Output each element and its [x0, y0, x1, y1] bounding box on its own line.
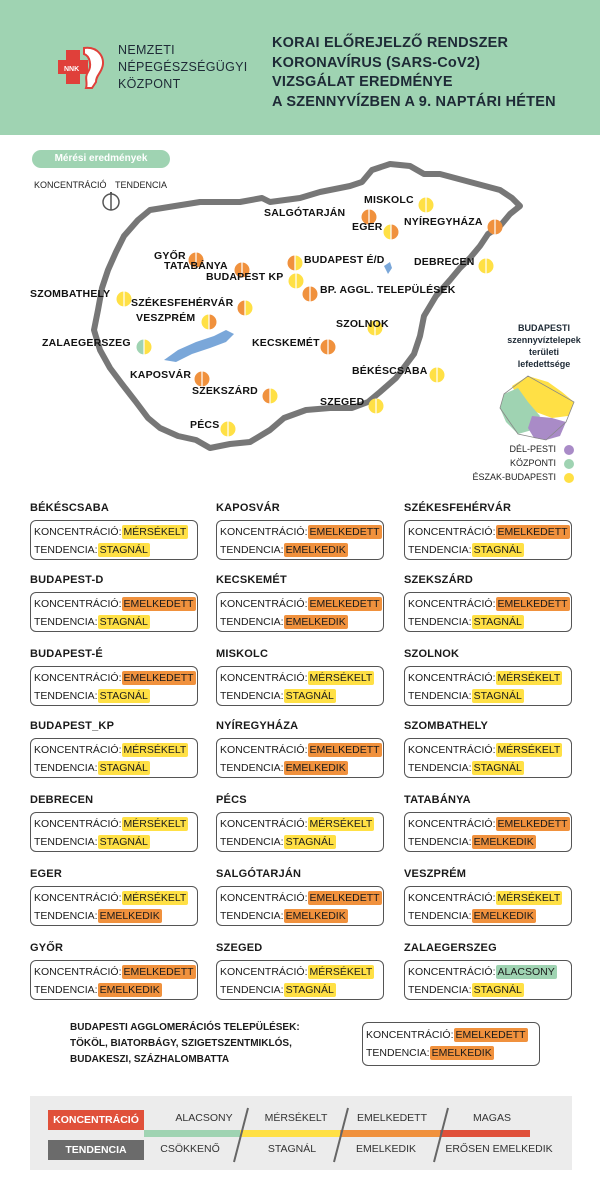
concentration-value: MÉRSÉKELT	[123, 526, 187, 538]
concentration-label: KONCENTRÁCIÓ:	[34, 892, 122, 904]
trend-value: STAGNÁL	[99, 762, 148, 774]
trend-csokkeno: CSÖKKENŐ	[160, 1143, 220, 1155]
org-line: NEMZETI	[118, 43, 175, 57]
card-result-box	[216, 592, 384, 632]
city-label: BÉKÉSCSABA	[352, 365, 428, 377]
section-label: Mérési eredmények	[32, 150, 170, 168]
inset-dot-central	[564, 459, 574, 469]
title-line: A SZENNYVÍZBEN A 9. NAPTÁRI HÉTEN	[272, 93, 556, 110]
org-line: NÉPEGÉSZSÉGÜGYI	[118, 60, 248, 74]
card-city-name: DEBRECEN	[30, 794, 94, 806]
city-label: KAPOSVÁR	[130, 369, 192, 381]
concentration-value: MÉRSÉKELT	[497, 672, 561, 684]
concentration-label: KONCENTRÁCIÓ:	[34, 818, 122, 830]
city-label: SZOMBATHELY	[30, 288, 111, 300]
page-title	[272, 34, 556, 112]
city-marker	[321, 340, 336, 355]
city-marker	[288, 256, 303, 271]
card-city-name: BUDAPEST_KP	[30, 720, 115, 732]
card-result-box	[30, 592, 198, 632]
concentration-value: MÉRSÉKELT	[497, 892, 561, 904]
concentration-value: EMELKEDETT	[497, 526, 568, 538]
card-city-name: BÉKÉSCSABA	[30, 502, 110, 514]
city-card	[404, 574, 574, 632]
organization-name	[118, 42, 248, 93]
inset-dot-south	[564, 445, 574, 455]
trend-value: STAGNÁL	[99, 836, 148, 848]
concentration-value: EMELKEDETT	[309, 892, 380, 904]
trend-label: TENDENCIA:	[220, 616, 284, 628]
city-label: MISKOLC	[364, 194, 414, 206]
card-city-name: MISKOLC	[216, 648, 269, 660]
trend-stagnal: STAGNÁL	[267, 1143, 317, 1155]
card-result-box	[216, 886, 384, 926]
card-result-box	[30, 812, 198, 852]
card-result-box	[30, 738, 198, 778]
card-result-box	[404, 960, 572, 1000]
card-result-box	[404, 738, 572, 778]
city-card	[216, 942, 386, 1000]
city-label: NYÍREGYHÁZA	[404, 216, 483, 228]
legend-trend-label: TENDENCIA	[115, 180, 168, 190]
city-label: BUDAPEST É/D	[304, 254, 385, 266]
trend-value: STAGNÁL	[99, 544, 148, 556]
title-line: KORONAVÍRUS (SARS-CoV2)	[272, 54, 481, 71]
card-result-box	[216, 666, 384, 706]
scale-concentration-label: KONCENTRÁCIÓ	[48, 1110, 144, 1130]
concentration-label: KONCENTRÁCIÓ:	[408, 818, 496, 830]
trend-value: STAGNÁL	[473, 984, 522, 996]
concentration-label: KONCENTRÁCIÓ:	[220, 744, 308, 756]
concentration-value: MÉRSÉKELT	[123, 744, 187, 756]
trend-label: TENDENCIA:	[220, 544, 284, 556]
concentration-value: EMELKEDETT	[309, 598, 380, 610]
city-card	[30, 648, 200, 706]
concentration-value: EMELKEDETT	[497, 598, 568, 610]
inset-title-line: lefedettsége	[517, 359, 571, 369]
concentration-value: EMELKEDETT	[309, 744, 380, 756]
inset-title-line: szennyvíztelepek	[507, 335, 581, 345]
trend-label: TENDENCIA:	[34, 762, 98, 774]
concentration-value: EMELKEDETT	[497, 818, 568, 830]
trend-label: TENDENCIA:	[220, 690, 284, 702]
inset-dot-north	[564, 473, 574, 483]
card-city-name: NYÍREGYHÁZA	[216, 720, 299, 732]
trend-label: TENDENCIA:	[34, 836, 98, 848]
trend-label: TENDENCIA:	[408, 690, 472, 702]
header	[0, 0, 600, 135]
concentration-value: MÉRSÉKELT	[123, 818, 187, 830]
card-result-box	[30, 886, 198, 926]
trend-label: TENDENCIA:	[408, 910, 472, 922]
city-marker	[117, 292, 132, 307]
concentration-label: KONCENTRÁCIÓ:	[34, 744, 122, 756]
city-card	[216, 502, 386, 560]
trend-value: STAGNÁL	[285, 836, 334, 848]
trend-value: STAGNÁL	[473, 544, 522, 556]
trend-value: EMELKEDIK	[285, 910, 346, 922]
concentration-label: KONCENTRÁCIÓ:	[220, 818, 308, 830]
card-result-box	[30, 520, 198, 560]
concentration-label: KONCENTRÁCIÓ:	[408, 526, 496, 538]
concentration-label: KONCENTRÁCIÓ:	[408, 892, 496, 904]
trend-label: TENDENCIA:	[366, 1047, 430, 1059]
trend-value: STAGNÁL	[99, 690, 148, 702]
card-result-box	[216, 812, 384, 852]
concentration-label: KONCENTRÁCIÓ:	[220, 598, 308, 610]
concentration-value: EMELKEDETT	[123, 672, 194, 684]
aggl-line: TÖKÖL, BIATORBÁGY, SZIGETSZENTMIKLÓS,	[70, 1038, 292, 1049]
city-label: ZALAEGERSZEG	[42, 337, 131, 349]
aggl-line: BUDAKESZI, SZÁZHALOMBATTA	[70, 1054, 230, 1065]
trend-value: STAGNÁL	[99, 616, 148, 628]
card-city-name: ZALAEGERSZEG	[404, 942, 497, 954]
concentration-label: KONCENTRÁCIÓ:	[220, 526, 308, 538]
level-alacsony: ALACSONY	[175, 1112, 233, 1124]
legend-scale	[30, 1096, 572, 1170]
card-city-name: SZOMBATHELY	[404, 720, 489, 732]
trend-label: TENDENCIA:	[34, 616, 98, 628]
city-card	[30, 502, 200, 560]
card-result-box	[216, 738, 384, 778]
concentration-label: KONCENTRÁCIÓ:	[408, 672, 496, 684]
trend-value: STAGNÁL	[473, 762, 522, 774]
org-line: KÖZPONT	[118, 77, 181, 91]
city-marker	[303, 287, 318, 302]
trend-value: EMELKEDIK	[99, 910, 160, 922]
nnk-logo-icon	[58, 44, 110, 90]
city-card	[30, 720, 200, 778]
agglomeration-title	[70, 1020, 300, 1068]
card-result-box	[216, 520, 384, 560]
trend-label: TENDENCIA:	[34, 544, 98, 556]
city-label: TATABÁNYA	[164, 260, 228, 272]
concentration-label: KONCENTRÁCIÓ:	[366, 1029, 454, 1041]
card-result-box	[30, 666, 198, 706]
trend-label: TENDENCIA:	[408, 984, 472, 996]
city-card	[404, 720, 574, 778]
trend-label: TENDENCIA:	[408, 544, 472, 556]
scale-dividers	[30, 1096, 572, 1170]
city-card	[30, 942, 200, 1000]
city-label: SZOLNOK	[336, 318, 389, 330]
card-city-name: GYŐR	[30, 942, 64, 954]
trend-value: STAGNÁL	[473, 616, 522, 628]
card-city-name: KECSKEMÉT	[216, 574, 287, 586]
trend-label: TENDENCIA:	[408, 762, 472, 774]
budapest-inset-title	[496, 322, 592, 370]
card-city-name: SZEKSZÁRD	[404, 574, 474, 586]
city-label: EGER	[352, 221, 383, 233]
city-marker	[238, 301, 253, 316]
city-label: BUDAPEST KP	[206, 271, 284, 283]
concentration-value: EMELKEDETT	[309, 526, 380, 538]
city-label: KECSKEMÉT	[252, 337, 320, 349]
card-city-name: SZÉKESFEHÉRVÁR	[404, 502, 512, 514]
trend-value: EMELKEDIK	[473, 910, 534, 922]
agglomeration-result-box	[362, 1022, 540, 1066]
trend-label: TENDENCIA:	[408, 616, 472, 628]
card-city-name: SALGÓTARJÁN	[216, 868, 302, 880]
card-city-name: BUDAPEST-É	[30, 648, 103, 660]
level-emelkedett: EMELKEDETT	[356, 1112, 427, 1124]
concentration-value: EMELKEDETT	[123, 966, 194, 978]
concentration-value: MÉRSÉKELT	[123, 892, 187, 904]
card-city-name: KAPOSVÁR	[216, 502, 280, 514]
city-label: SALGÓTARJÁN	[264, 207, 346, 219]
bp-south-region	[528, 416, 566, 440]
legend-concentration-label: KONCENTRÁCIÓ	[34, 180, 107, 190]
trend-emelkedik: EMELKEDIK	[355, 1143, 417, 1155]
title-line: KORAI ELŐREJELZŐ RENDSZER	[272, 35, 509, 51]
city-card	[30, 794, 200, 852]
concentration-value: MÉRSÉKELT	[309, 818, 373, 830]
budapest-inset-map	[500, 376, 574, 440]
concentration-label: KONCENTRÁCIÓ:	[220, 892, 308, 904]
city-label: SZEGED	[320, 396, 365, 408]
city-label: DEBRECEN	[414, 256, 475, 268]
card-result-box	[404, 812, 572, 852]
city-card	[30, 868, 200, 926]
trend-label: TENDENCIA:	[408, 836, 472, 848]
city-label: PÉCS	[190, 419, 220, 431]
city-marker	[289, 274, 304, 289]
inset-title-line: BUDAPESTI	[517, 323, 570, 333]
trend-value: EMELKEDIK	[285, 762, 346, 774]
card-city-name: SZEGED	[216, 942, 263, 954]
trend-erosen-emelkedik: ERŐSEN EMELKEDIK	[445, 1143, 553, 1155]
city-label: GYŐR	[154, 250, 186, 262]
concentration-value: MÉRSÉKELT	[309, 672, 373, 684]
card-city-name: BUDAPEST-D	[30, 574, 104, 586]
city-marker	[384, 225, 399, 240]
level-magas: MAGAS	[473, 1112, 511, 1124]
trend-label: TENDENCIA:	[220, 910, 284, 922]
concentration-label: KONCENTRÁCIÓ:	[220, 672, 308, 684]
city-label: VESZPRÉM	[136, 312, 196, 324]
trend-value: STAGNÁL	[285, 984, 334, 996]
city-card	[30, 574, 200, 632]
trend-label: TENDENCIA:	[34, 910, 98, 922]
card-city-name: PÉCS	[216, 794, 247, 806]
concentration-label: KONCENTRÁCIÓ:	[34, 672, 122, 684]
card-result-box	[404, 666, 572, 706]
inset-legend-north: ÉSZAK-BUDAPESTI	[472, 472, 556, 482]
city-marker	[419, 198, 434, 213]
marker-trend-half	[486, 259, 494, 274]
card-city-name: EGER	[30, 868, 62, 880]
city-marker	[202, 315, 217, 330]
title-line: VIZSGÁLAT EREDMÉNYE	[272, 74, 453, 90]
marker-concentration-half	[430, 368, 437, 383]
trend-value: EMELKEDIK	[99, 984, 160, 996]
city-card	[404, 942, 574, 1000]
city-label: SZÉKESFEHÉRVÁR	[131, 297, 234, 309]
card-result-box	[216, 960, 384, 1000]
city-marker	[369, 399, 384, 414]
card-city-name: VESZPRÉM	[404, 868, 467, 880]
card-city-name: TATABÁNYA	[404, 794, 471, 806]
inset-legend-central: KÖZPONTI	[509, 458, 556, 468]
trend-label: TENDENCIA:	[220, 762, 284, 774]
city-card	[216, 648, 386, 706]
concentration-label: KONCENTRÁCIÓ:	[408, 598, 496, 610]
logo-text: NNK	[64, 66, 80, 73]
concentration-label: KONCENTRÁCIÓ:	[34, 526, 122, 538]
card-result-box	[30, 960, 198, 1000]
trend-label: TENDENCIA:	[34, 690, 98, 702]
concentration-label: KONCENTRÁCIÓ:	[408, 966, 496, 978]
trend-label: TENDENCIA:	[34, 984, 98, 996]
city-card	[404, 502, 574, 560]
inset-legend-south: DÉL-PESTI	[509, 444, 556, 454]
city-card	[216, 868, 386, 926]
city-marker	[137, 340, 152, 355]
hungary-map	[0, 140, 600, 480]
city-card	[216, 720, 386, 778]
city-marker	[479, 259, 494, 274]
marker-trend-half	[376, 399, 384, 414]
concentration-value: ALACSONY	[497, 966, 555, 978]
card-city-name: SZOLNOK	[404, 648, 460, 660]
marker-trend-half	[437, 368, 445, 383]
scale-trend-label: TENDENCIA	[48, 1140, 144, 1160]
trend-value: EMELKEDIK	[285, 544, 346, 556]
city-marker	[221, 422, 236, 437]
concentration-value: EMELKEDETT	[455, 1029, 526, 1041]
city-card	[216, 794, 386, 852]
concentration-value: MÉRSÉKELT	[497, 744, 561, 756]
concentration-label: KONCENTRÁCIÓ:	[34, 966, 122, 978]
inset-title-line: területi	[528, 347, 559, 357]
concentration-label: KONCENTRÁCIÓ:	[220, 966, 308, 978]
marker-concentration-half	[479, 259, 486, 274]
card-result-box	[404, 520, 572, 560]
city-card	[216, 574, 386, 632]
trend-label: TENDENCIA:	[220, 984, 284, 996]
city-card	[404, 794, 574, 852]
city-label: SZEKSZÁRD	[192, 385, 258, 397]
card-result-box	[404, 592, 572, 632]
level-mersekelt: MÉRSÉKELT	[264, 1112, 328, 1124]
city-marker	[430, 368, 445, 383]
card-result-box	[404, 886, 572, 926]
city-card	[404, 868, 574, 926]
trend-label: TENDENCIA:	[220, 836, 284, 848]
concentration-label: KONCENTRÁCIÓ:	[408, 744, 496, 756]
concentration-value: EMELKEDETT	[123, 598, 194, 610]
concentration-value: MÉRSÉKELT	[309, 966, 373, 978]
city-marker	[488, 220, 503, 235]
trend-value: EMELKEDIK	[473, 836, 534, 848]
concentration-label: KONCENTRÁCIÓ:	[34, 598, 122, 610]
trend-value: STAGNÁL	[473, 690, 522, 702]
trend-value: EMELKEDIK	[431, 1047, 492, 1059]
aggl-line: BUDAPESTI AGGLOMERÁCIÓS TELEPÜLÉSEK:	[70, 1022, 300, 1033]
trend-value: EMELKEDIK	[285, 616, 346, 628]
city-label: BP. AGGL. TELEPÜLÉSEK	[320, 284, 456, 296]
city-marker	[263, 389, 278, 404]
city-card	[404, 648, 574, 706]
trend-value: STAGNÁL	[285, 690, 334, 702]
